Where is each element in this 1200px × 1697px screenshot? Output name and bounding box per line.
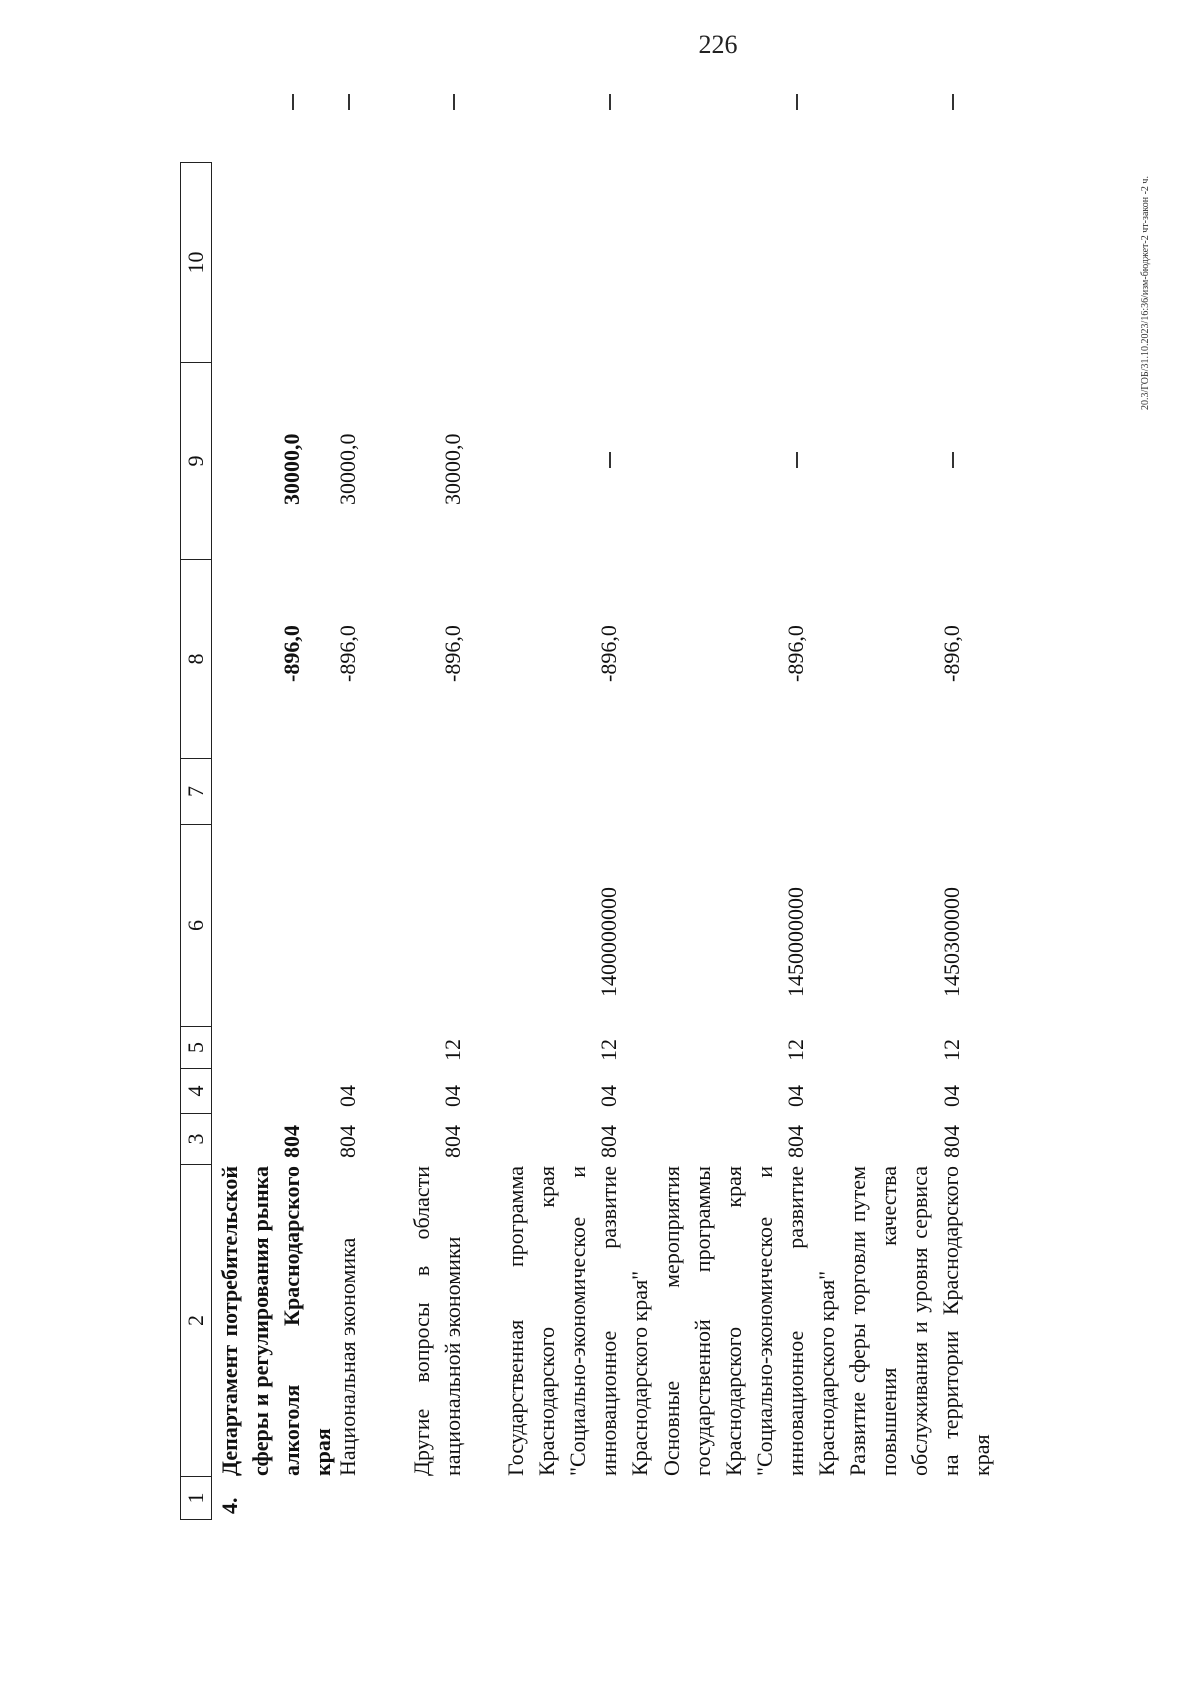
cell-col5: 12	[939, 1039, 964, 1061]
dash-col10	[292, 94, 294, 110]
cell-col5: 12	[783, 1039, 808, 1061]
dash-col9	[609, 452, 611, 468]
column-header-2: 2	[180, 1164, 212, 1477]
row-description: Национальная экономика	[335, 1237, 360, 1476]
cell-col8: -896,0	[335, 625, 360, 682]
row-description: Государственная программа Краснодарского края "Социально-экономическое и инновационное развитие Краснодарского края"	[503, 1166, 652, 1476]
dash-col10	[952, 94, 954, 110]
dash-col10	[453, 94, 455, 110]
cell-col8: -896,0	[279, 625, 304, 682]
cell-col3: 804	[279, 1125, 304, 1158]
cell-col5: 12	[440, 1039, 465, 1061]
row-description: Департамент потребительской сферы и регулирования рынка алкоголя Краснодарского края	[217, 1166, 335, 1476]
dash-col9	[952, 452, 954, 468]
cell-col3: 804	[783, 1125, 808, 1158]
cell-col6: 1450000000	[783, 887, 808, 997]
cell-col3: 804	[440, 1125, 465, 1158]
document-footer-code: 20.3/ГОБ/31.10.2023/16:36/изм-бюджет-2 чт-закон -2 ч.	[1140, 176, 1151, 410]
dash-col10	[609, 94, 611, 110]
column-header-6: 6	[180, 824, 212, 1027]
cell-col5: 12	[596, 1039, 621, 1061]
cell-col9: 30000,0	[335, 433, 360, 505]
cell-col6: 1400000000	[596, 887, 621, 997]
column-header-1: 1	[180, 1476, 212, 1520]
column-header-3: 3	[180, 1113, 212, 1165]
cell-col4: 04	[335, 1085, 360, 1107]
column-header-9: 9	[180, 362, 212, 560]
cell-col4: 04	[939, 1085, 964, 1107]
cell-col9: 30000,0	[440, 433, 465, 505]
cell-col3: 804	[335, 1125, 360, 1158]
cell-col4: 04	[596, 1085, 621, 1107]
cell-col4: 04	[440, 1085, 465, 1107]
cell-col8: -896,0	[596, 625, 621, 682]
cell-col3: 804	[939, 1125, 964, 1158]
cell-col9: 30000,0	[279, 433, 304, 505]
column-header-7: 7	[180, 758, 212, 825]
row-description: Развитие сферы торговли путем повышения качества обслуживания и уровня сервиса на территории Краснодарского края	[845, 1166, 994, 1476]
cell-col8: -896,0	[783, 625, 808, 682]
cell-col8: -896,0	[440, 625, 465, 682]
column-header-8: 8	[180, 559, 212, 759]
page-number: 226	[698, 30, 738, 59]
column-header-4: 4	[180, 1068, 212, 1114]
cell-col3: 804	[596, 1125, 621, 1158]
row-number: 4.	[217, 1497, 242, 1514]
dash-col10	[796, 94, 798, 110]
cell-col4: 04	[783, 1085, 808, 1107]
row-description: Другие вопросы в области национальной экономики	[409, 1166, 465, 1476]
cell-col6: 1450300000	[939, 887, 964, 997]
column-header-5: 5	[180, 1026, 212, 1069]
column-header-10: 10	[180, 162, 212, 363]
budget-table	[180, 80, 1060, 1520]
dash-col10	[348, 94, 350, 110]
cell-col8: -896,0	[939, 625, 964, 682]
row-description: Основные мероприятия государственной программы Краснодарского края "Социально-экономическое и инновационное развитие Краснодарского края"	[659, 1166, 839, 1476]
dash-col9	[796, 452, 798, 468]
